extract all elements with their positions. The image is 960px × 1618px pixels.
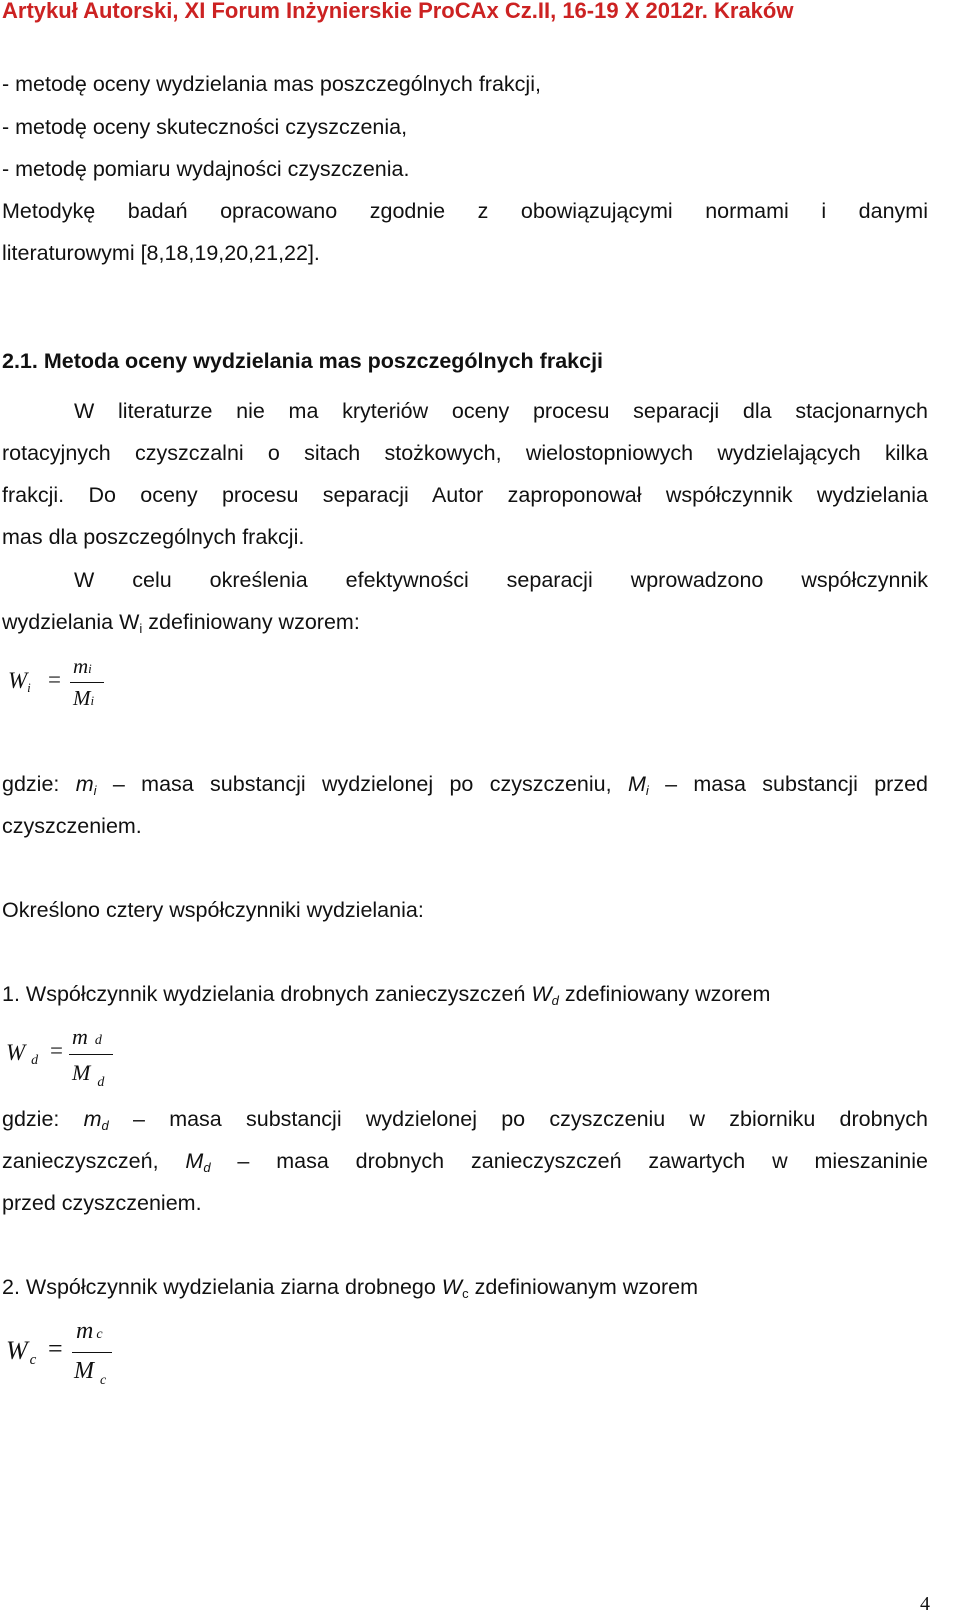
equals-sign: = bbox=[48, 1334, 63, 1363]
symbol: W bbox=[8, 668, 28, 693]
text: – masa drobnych zanieczyszczeń zawartych w mieszaninie bbox=[210, 1149, 928, 1173]
symbol: M bbox=[74, 1358, 94, 1384]
subscript: i bbox=[93, 783, 97, 798]
subscript: c bbox=[100, 1373, 107, 1388]
symbol: M bbox=[185, 1149, 204, 1173]
formula-denominator bbox=[74, 1358, 106, 1389]
bullet-2: - metodę oceny skuteczności czyszczenia, bbox=[2, 115, 408, 139]
formula-denominator bbox=[72, 1060, 104, 1091]
formula-lhs bbox=[8, 668, 31, 696]
text: zdefiniowany wzorem: bbox=[142, 610, 360, 634]
text: gdzie: bbox=[2, 1107, 84, 1131]
symbol: m bbox=[75, 772, 94, 796]
equals-sign: = bbox=[48, 667, 61, 692]
symbol: W bbox=[441, 1275, 463, 1299]
paragraph-3-line-2: czyszczeniem. bbox=[2, 814, 142, 838]
subscript: d bbox=[203, 1160, 211, 1175]
subscript: i bbox=[139, 621, 143, 636]
bullet-3: - metodę pomiaru wydajności czyszczenia. bbox=[2, 157, 410, 181]
formula-wd bbox=[6, 1024, 126, 1092]
text: – masa substancji wydzielonej po czyszczeniu, bbox=[96, 772, 628, 796]
subscript: i bbox=[88, 661, 92, 676]
text: 2. Współczynnik wydzielania ziarna drobnego bbox=[2, 1275, 442, 1299]
formula-denominator bbox=[73, 686, 94, 711]
paragraph-2-line-2 bbox=[2, 607, 360, 644]
item-2 bbox=[2, 1272, 698, 1309]
bullet-1: - metodę oceny wydzielania mas poszczególnych frakcji, bbox=[2, 72, 541, 96]
text: – masa substancji wydzielonej po czyszczeniu w zbiorniku drobnych bbox=[108, 1107, 928, 1131]
subscript: c bbox=[462, 1286, 469, 1301]
equals-sign: = bbox=[50, 1038, 63, 1063]
subscript: c bbox=[96, 1327, 103, 1342]
subscript: i bbox=[90, 693, 95, 708]
subscript: d bbox=[101, 1118, 109, 1133]
paragraph-1-line-3: frakcji. Do oceny procesu separacji Autor zaproponował współczynnik wydzielania bbox=[2, 483, 928, 507]
subscript: d bbox=[94, 1033, 102, 1048]
fraction-bar bbox=[72, 1352, 112, 1353]
running-header: Artykuł Autorski, XI Forum Inżynierskie ProCAx Cz.II, 16-19 X 2012r. Kraków bbox=[2, 0, 794, 23]
paragraph-4: Określono cztery współczynniki wydzielania: bbox=[2, 898, 424, 922]
paragraph-5-line-3: przed czyszczeniem. bbox=[2, 1191, 202, 1215]
symbol: m bbox=[73, 654, 89, 678]
text: zanieczyszczeń, bbox=[2, 1149, 186, 1173]
text: 1. Współczynnik wydzielania drobnych zanieczyszczeń bbox=[2, 982, 532, 1006]
subscript: d bbox=[551, 993, 559, 1008]
paragraph-2-line-1: W celu określenia efektywności separacji wprowadzono współczynnik bbox=[74, 568, 928, 592]
symbol: m bbox=[72, 1024, 88, 1049]
symbol: M bbox=[627, 772, 646, 796]
symbol: M bbox=[72, 1060, 91, 1085]
text: wydzielania W bbox=[2, 610, 140, 634]
symbol: W bbox=[6, 1040, 26, 1065]
page-number: 4 bbox=[920, 1593, 930, 1615]
text: zdefiniowany wzorem bbox=[558, 982, 771, 1006]
paragraph-5-line-1 bbox=[2, 1104, 928, 1141]
symbol: m bbox=[76, 1318, 94, 1344]
fraction-bar bbox=[69, 1054, 113, 1055]
item-1 bbox=[2, 979, 770, 1016]
fraction-bar bbox=[70, 682, 104, 683]
paragraph-5-line-2 bbox=[2, 1146, 928, 1183]
intro-line-1: Metodykę badań opracowano zgodnie z obowiązującymi normami i danymi bbox=[2, 199, 928, 223]
formula-lhs bbox=[6, 1040, 38, 1069]
text: gdzie: bbox=[2, 772, 76, 796]
intro-line-2: literaturowymi [8,18,19,20,21,22]. bbox=[2, 241, 320, 265]
symbol: M bbox=[73, 686, 91, 710]
subscript: d bbox=[97, 1075, 105, 1090]
paragraph-1-line-4: mas dla poszczególnych frakcji. bbox=[2, 525, 305, 549]
symbol: W bbox=[531, 982, 552, 1006]
formula-wi bbox=[8, 654, 118, 720]
subscript: d bbox=[31, 1053, 39, 1068]
text: – masa substancji przed bbox=[648, 772, 928, 796]
subscript: i bbox=[645, 783, 649, 798]
subscript: c bbox=[29, 1352, 37, 1368]
paragraph-1-line-2: rotacyjnych czyszczalni o sitach stożkowych, wielostopniowych wydzielających kilka bbox=[2, 441, 928, 465]
formula-numerator bbox=[76, 1318, 103, 1345]
symbol: m bbox=[83, 1107, 102, 1131]
paragraph-3-line-1 bbox=[2, 769, 928, 806]
formula-wc bbox=[6, 1318, 126, 1394]
symbol: W bbox=[6, 1336, 28, 1365]
section-heading: 2.1. Metoda oceny wydzielania mas poszczególnych frakcji bbox=[2, 349, 604, 373]
formula-numerator bbox=[73, 654, 92, 679]
formula-lhs bbox=[6, 1336, 36, 1369]
subscript: i bbox=[27, 680, 31, 695]
formula-numerator bbox=[72, 1024, 102, 1050]
paragraph-1-line-1: W literaturze nie ma kryteriów oceny procesu separacji dla stacjonarnych bbox=[74, 399, 928, 423]
text: zdefiniowanym wzorem bbox=[468, 1275, 699, 1299]
